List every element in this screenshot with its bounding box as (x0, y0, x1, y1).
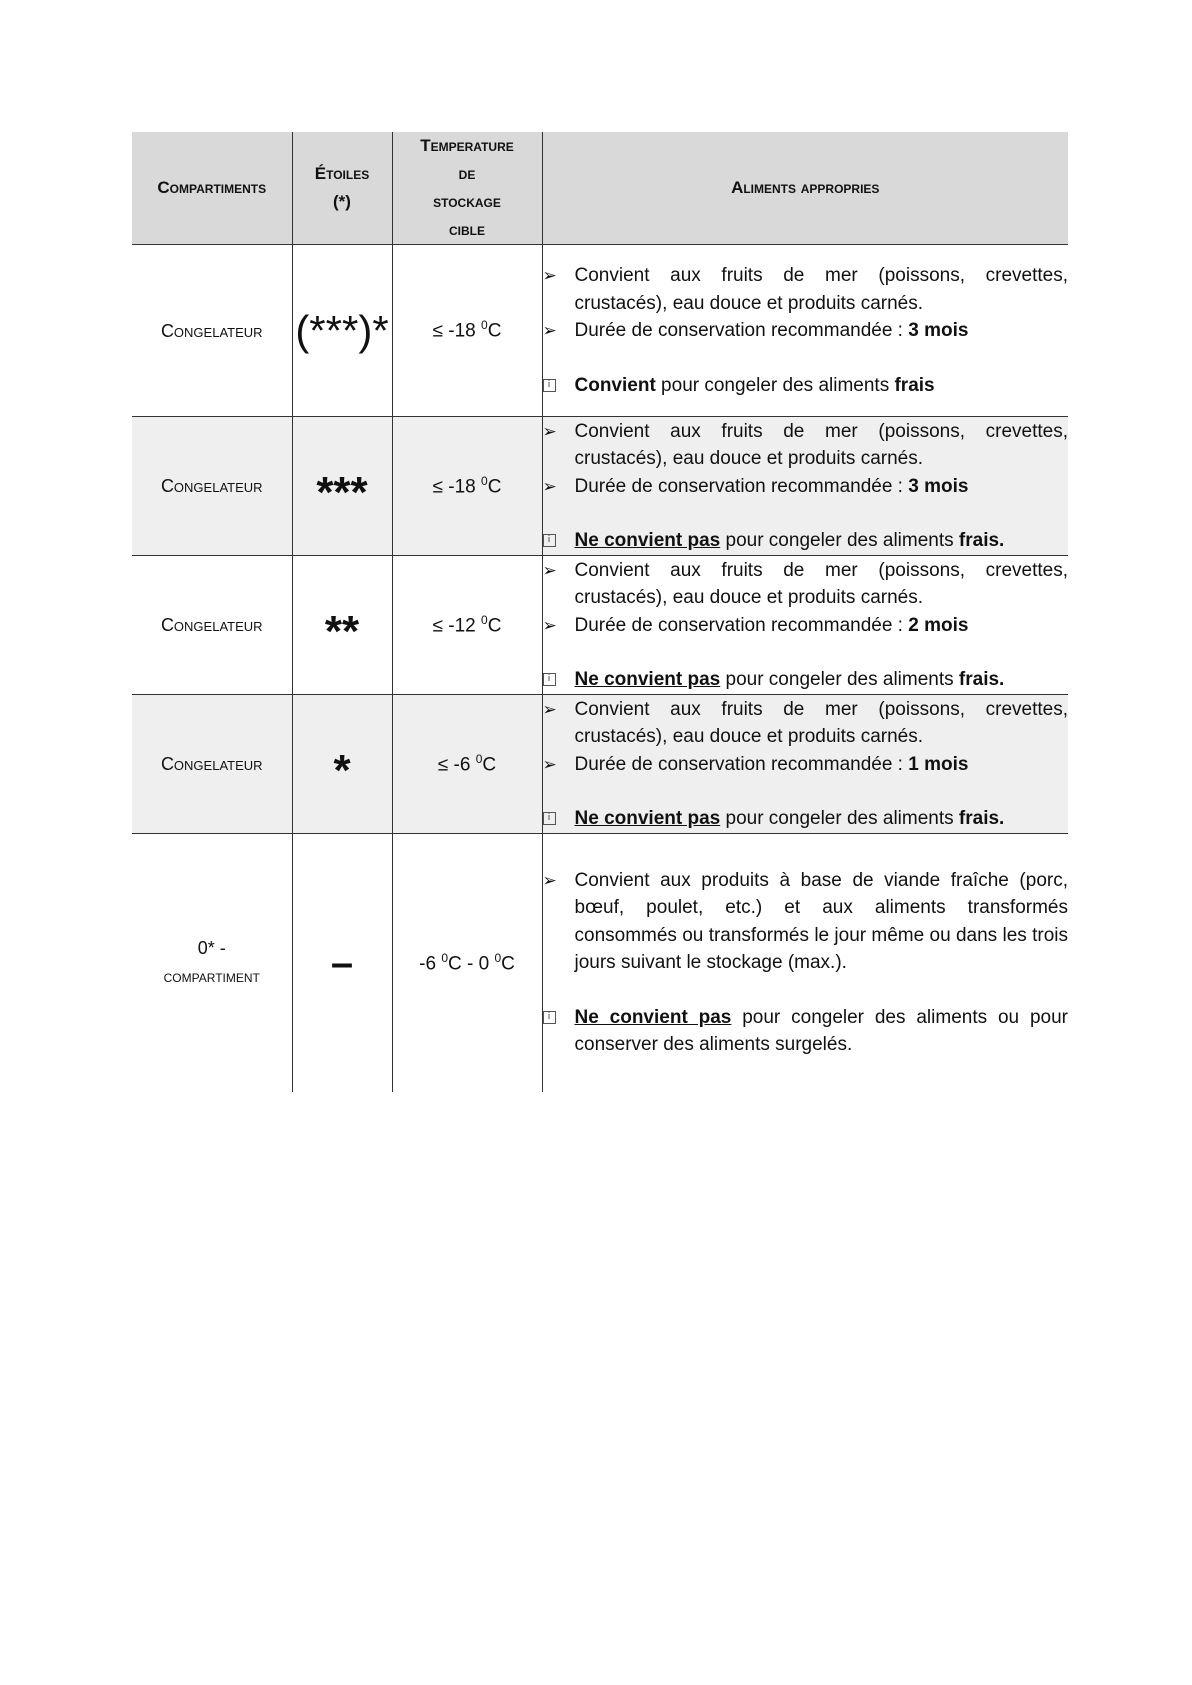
note-item: i Ne convient pas pour congeler des aliments frais. (543, 527, 1069, 555)
info-icon: i (543, 812, 556, 825)
arrowhead-bullet-icon: ➢ (542, 615, 557, 635)
list-item: ➢ Convient aux fruits de mer (poissons, crevettes, crustacés), eau douce et produits carnés. (543, 557, 1069, 612)
arrowhead-bullet-icon: ➢ (542, 754, 557, 774)
storage-table (132, 132, 1068, 1092)
header-foods: Aliments appropries (542, 132, 1068, 245)
arrowhead-bullet-icon: ➢ (542, 560, 557, 580)
arrowhead-bullet-icon: ➢ (542, 699, 557, 719)
info-icon: i (543, 673, 556, 686)
foods-cell (542, 245, 1068, 417)
header-temperature: Temperature de stockage cible (392, 132, 542, 245)
foods-cell (542, 417, 1068, 556)
list-item: ➢ Durée de conservation recommandée : 3 mois (543, 317, 1069, 345)
compartment-cell: Congelateur (160, 320, 263, 341)
compartment-cell: Congelateur (160, 615, 263, 635)
info-icon: i (543, 379, 556, 392)
stars-cell: *** (292, 417, 392, 556)
table-row (132, 556, 1068, 695)
table-row (132, 695, 1068, 834)
note-item: i Ne convient pas pour congeler des aliments ou pour conserver des aliments surgelés. (543, 1004, 1069, 1059)
stars-cell: (***)* (292, 245, 392, 417)
temperature-cell: ≤ -12 $^0$C (392, 556, 542, 695)
compartment-cell: Congelateur (160, 476, 263, 496)
info-icon: i (543, 534, 556, 547)
compartment-cell: Congelateur (160, 754, 263, 774)
foods-cell (542, 834, 1068, 1092)
note-item: i Convient pour congeler des aliments frais (543, 372, 1069, 400)
list-item: ➢ Durée de conservation recommandée : 1 mois (543, 751, 1069, 779)
arrowhead-bullet-icon: ➢ (542, 421, 557, 441)
foods-cell (542, 556, 1068, 695)
temperature-cell: ≤ -6 $^0$C (392, 695, 542, 834)
stars-cell: * (292, 695, 392, 834)
compartment-cell: 0* - compartiment (163, 938, 260, 987)
temperature-cell: ≤ -18 $^0$C (392, 245, 542, 417)
note-item: i Ne convient pas pour congeler des aliments frais. (543, 666, 1069, 694)
arrowhead-bullet-icon: ➢ (542, 870, 557, 890)
arrowhead-bullet-icon: ➢ (542, 476, 557, 496)
header-compartments: Compartiments (157, 178, 267, 197)
temperature-cell: -6 $^0$C - 0 $^0$C (392, 834, 542, 1092)
list-item: ➢ Convient aux fruits de mer (poissons, crevettes, crustacés), eau douce et produits carnés. (543, 696, 1069, 751)
table-row (132, 417, 1068, 556)
table-row (132, 834, 1068, 1092)
list-item: ➢ Convient aux produits à base de viande fraîche (porc, bœuf, poulet, etc.) et aux aliments transformés consommés ou transformés le jour même ou dans les trois jours suivant le stockage (max.). (543, 867, 1069, 977)
arrowhead-bullet-icon: ➢ (542, 321, 557, 340)
info-icon: i (543, 1011, 556, 1024)
list-item: ➢ Durée de conservation recommandée : 2 mois (543, 612, 1069, 640)
table-row (132, 245, 1068, 417)
list-item: ➢ Convient aux fruits de mer (poissons, crevettes, crustacés), eau douce et produits carnés. (543, 262, 1069, 317)
list-item: ➢ Durée de conservation recommandée : 3 mois (543, 473, 1069, 501)
foods-cell (542, 695, 1068, 834)
stars-cell: ** (292, 556, 392, 695)
list-item: ➢ Convient aux fruits de mer (poissons, crevettes, crustacés), eau douce et produits carnés. (543, 418, 1069, 473)
table-header-row (132, 132, 1068, 245)
header-stars: Étoiles (*) (292, 132, 392, 245)
arrowhead-bullet-icon: ➢ (542, 266, 557, 285)
note-item: i Ne convient pas pour congeler des aliments frais. (543, 805, 1069, 833)
temperature-cell: ≤ -18 $^0$C (392, 417, 542, 556)
stars-cell: – (292, 834, 392, 1092)
